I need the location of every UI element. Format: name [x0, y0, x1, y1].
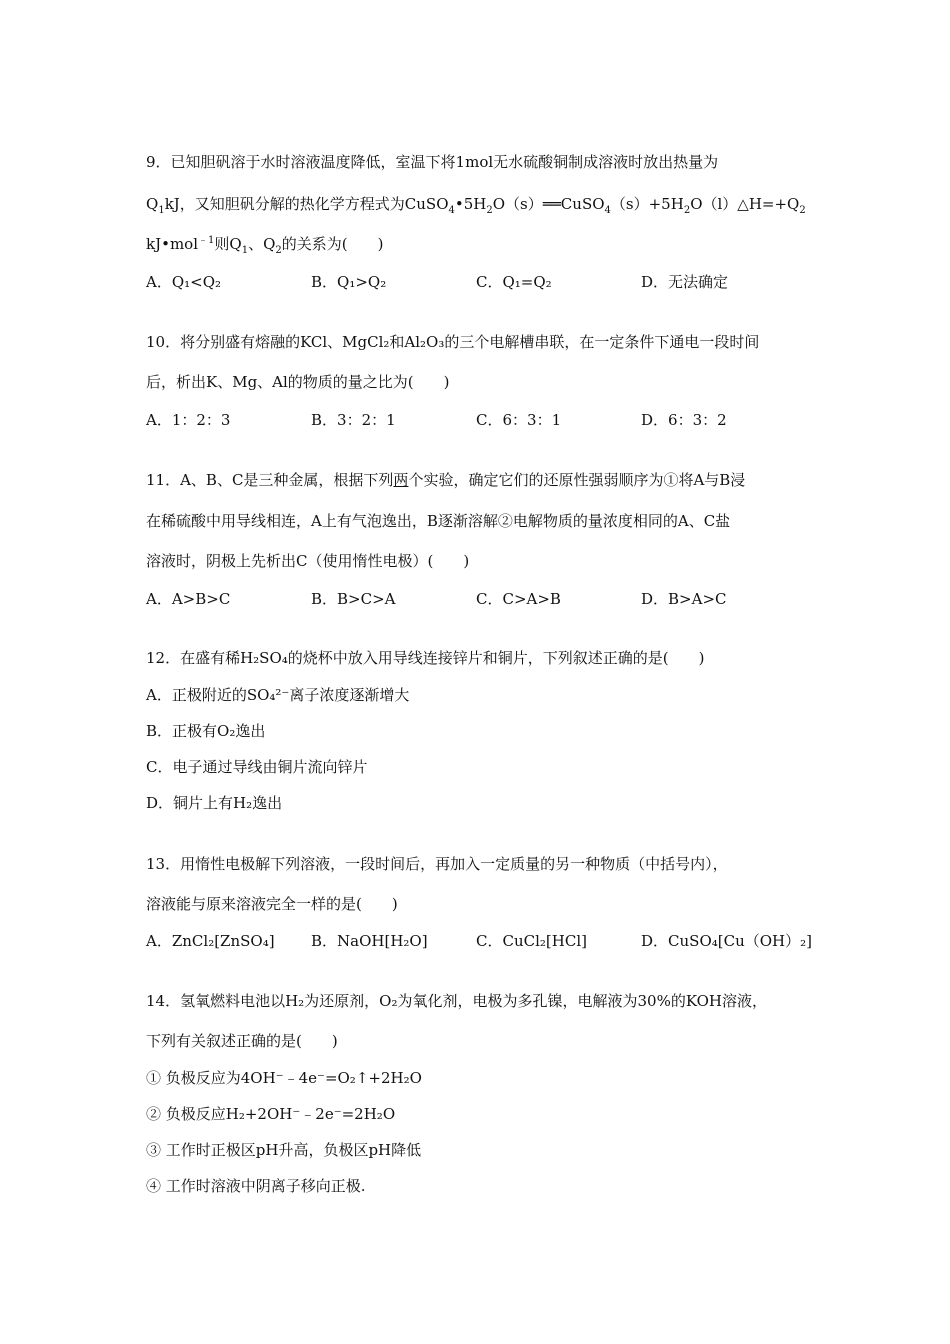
- q11-line-3: 溶液时，阴极上先析出C（使用惰性电极）( ): [146, 552, 470, 570]
- q12-line-1: 12．在盛有稀H₂SO₄的烧杯中放入用导线连接锌片和铜片，下列叙述正确的是( ): [146, 649, 705, 667]
- q12-option-c: C．电子通过导线由铜片流向锌片: [146, 758, 368, 776]
- q11-option-a: A．A>B>C: [146, 590, 231, 608]
- q11-option-c: C．C>A>B: [476, 590, 561, 608]
- q9-option-d: D．无法确定: [641, 273, 729, 291]
- q9-option-a: A．Q₁<Q₂: [146, 273, 222, 291]
- q12-option-a: A．正极附近的SO₄²⁻离子浓度逐渐增大: [146, 686, 410, 704]
- q11-options: [146, 589, 806, 609]
- q14-statement-3: ③ 工作时正极区pH升高，负极区pH降低: [146, 1141, 422, 1159]
- q10-line-1: 10．将分别盛有熔融的KCl、MgCl₂和Al₂O₃的三个电解槽串联，在一定条件下通电一段时间: [146, 333, 760, 351]
- q14-line-2: 下列有关叙述正确的是( ): [146, 1032, 338, 1050]
- q9-line-3: kJ•mol$^{﹣1}$则$Q_1$、$Q_2$的关系为( ): [146, 235, 384, 256]
- q9-option-b: B．Q₁>Q₂: [311, 273, 387, 291]
- q14-line-1: 14．氢氧燃料电池以H₂为还原剂，O₂为氧化剂，电极为多孔镍，电解液为30%的KOH溶液，: [146, 992, 768, 1010]
- q12-option-d: D．铜片上有H₂逸出: [146, 794, 283, 812]
- q13-option-c: C．CuCl₂[HCl]: [476, 932, 587, 950]
- q9-option-c: C．Q₁=Q₂: [476, 273, 552, 291]
- q9-options: [146, 272, 806, 292]
- q13-option-b: B．NaOH[H₂O]: [311, 932, 428, 950]
- q10-option-a: A．1：2：3: [146, 411, 231, 429]
- q13-option-d: D．CuSO₄[Cu（OH）₂]: [641, 932, 812, 950]
- q10-option-d: D．6：3：2: [641, 411, 727, 429]
- q13-line-2: 溶液能与原来溶液完全一样的是( ): [146, 895, 398, 913]
- q10-option-b: B．3：2：1: [311, 411, 396, 429]
- q11-line-2: 在稀硫酸中用导线相连，A上有气泡逸出，B逐渐溶解②电解物质的量浓度相同的A、C盐: [146, 512, 731, 530]
- q9-line-1: 9．已知胆矾溶于水时溶液温度降低，室温下将1mol无水硫酸铜制成溶液时放出热量为: [146, 153, 719, 171]
- q11-line-1: 11．A、B、C是三种金属，根据下列两个实验，确定它们的还原性强弱顺序为①将A与B浸: [146, 471, 746, 489]
- q10-options: [146, 410, 806, 430]
- q14-statement-4: ④ 工作时溶液中阴离子移向正极.: [146, 1177, 366, 1195]
- q10-line-2: 后，析出K、Mg、Al的物质的量之比为( ): [146, 373, 450, 391]
- q13-options: [146, 931, 812, 951]
- q10-option-c: C．6：3：1: [476, 411, 562, 429]
- q11-option-d: D．B>A>C: [641, 590, 727, 608]
- q11-option-b: B．B>C>A: [311, 590, 396, 608]
- q13-line-1: 13．用惰性电极解下列溶液，一段时间后，再加入一定质量的另一种物质（中括号内），: [146, 855, 728, 873]
- q9-line-2: $Q_1kJ$，又知胆矾分解的热化学方程式为$CuSO_4•5H_2O(s)══CuSO_4(s)+5H_2O(l)\triangle H=+Q_2$: [146, 195, 806, 216]
- q13-option-a: A．ZnCl₂[ZnSO₄]: [146, 932, 275, 950]
- q12-option-b: B．正极有O₂逸出: [146, 722, 266, 740]
- q14-statement-1: ① 负极反应为4OH⁻﹣4e⁻=O₂↑+2H₂O: [146, 1069, 422, 1087]
- q14-statement-2: ② 负极反应H₂+2OH⁻﹣2e⁻=2H₂O: [146, 1105, 396, 1123]
